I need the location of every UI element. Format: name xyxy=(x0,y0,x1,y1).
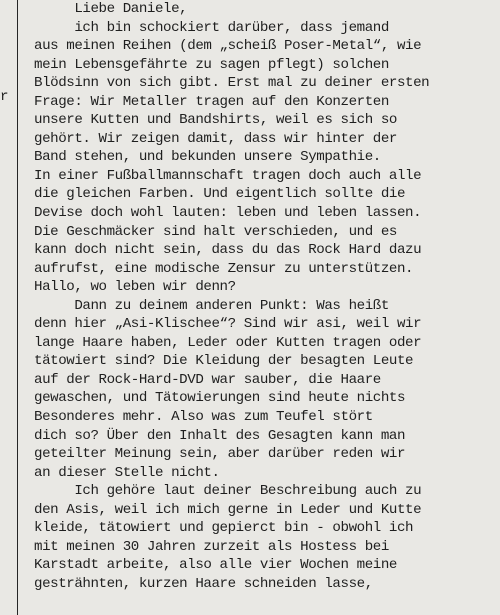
letter-line: an dieser Stelle nicht. xyxy=(34,464,220,481)
letter-line: die gleichen Farben. Und eigentlich sollte die xyxy=(34,186,406,203)
margin-mark: r xyxy=(0,89,9,105)
letter-line: Liebe Daniele, xyxy=(34,1,188,17)
letter-line: gehört. Wir zeigen damit, dass wir hinter der xyxy=(34,130,397,147)
letter-line: auf der Rock-Hard-DVD war sauber, die Haare xyxy=(34,371,381,388)
letter-line: Hallo, wo leben wir denn? xyxy=(34,279,236,296)
letter-line: Band stehen, und bekunden unsere Sympathie. xyxy=(34,149,381,166)
letter-line: den Asis, weil ich mich gerne in Leder und Kutte xyxy=(34,501,422,518)
letter-line: In einer Fußballmannschaft tragen doch auch alle xyxy=(34,167,422,184)
letter-text xyxy=(34,0,500,594)
letter-line: unsere Kutten und Bandshirts, weil es sich so xyxy=(34,112,397,129)
letter-line: lange Haare haben, Leder oder Kutten tragen oder xyxy=(34,334,422,351)
letter-line: denn hier „Asi-Klischee“? Sind wir asi, weil wir xyxy=(34,316,422,333)
letter-line: kleide, tätowiert und gepierct bin - obwohl ich xyxy=(34,520,414,537)
letter-line: dich so? Über den Inhalt des Gesagten kann man xyxy=(34,427,406,444)
letter-line: mein Lebensgefährte zu sagen pflegt) solchen xyxy=(34,56,389,73)
letter-line: Blödsinn von sich gibt. Erst mal zu deiner ersten xyxy=(34,75,430,92)
letter-line: gewaschen, und Tätowierungen sind heute nichts xyxy=(34,390,406,407)
letter-line: aufrufst, eine modische Zensur zu unterstützen. xyxy=(34,260,414,277)
letter-line: ich bin schockiert darüber, dass jemand xyxy=(34,19,389,36)
letter-line: kann doch nicht sein, dass du das Rock Hard dazu xyxy=(34,242,422,259)
letter-line: tätowiert sind? Die Kleidung der besagten Leute xyxy=(34,353,414,370)
letter-line: Karstadt arbeite, also alle vier Wochen meine xyxy=(34,557,397,574)
letter-line: Dann zu deinem anderen Punkt: Was heißt xyxy=(34,297,389,314)
letter-line: mit meinen 30 Jahren zurzeit als Hostess bei xyxy=(34,538,389,555)
letter-line: Frage: Wir Metaller tragen auf den Konzerten xyxy=(34,93,389,110)
letter-line: aus meinen Reihen (dem „scheiß Poser-Metal“, wie xyxy=(34,38,422,55)
letter-line: geteilter Meinung sein, aber darüber reden wir xyxy=(34,446,406,463)
letter-line: gesträhnten, kurzen Haare schneiden lasse, xyxy=(34,575,373,592)
letter-line: Die Geschmäcker sind halt verschieden, und es xyxy=(34,223,397,240)
letter-line: Devise doch wohl lauten: leben und leben lassen. xyxy=(34,205,422,222)
letter-line: Besonderes mehr. Also was zum Teufel stört xyxy=(34,409,373,426)
column-divider xyxy=(17,0,18,615)
letter-line: Ich gehöre laut deiner Beschreibung auch zu xyxy=(34,483,422,500)
